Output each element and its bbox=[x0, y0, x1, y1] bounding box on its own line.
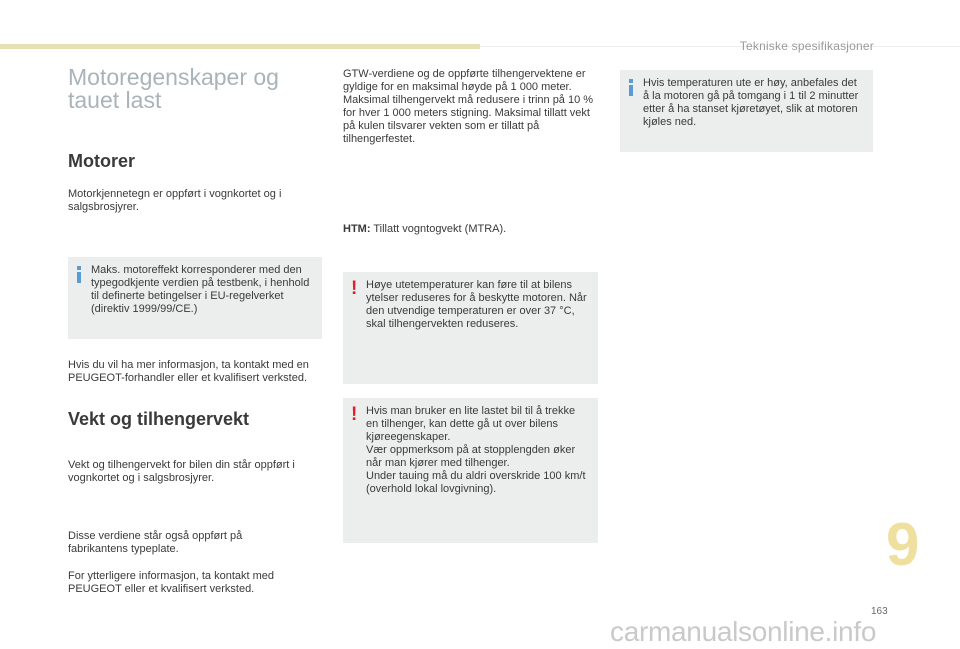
info-box-text: Maks. motoreffekt korresponderer med den typegodkjente verdien på testbenk, i henhold til definerte betingelser i EU-regelverket (direktiv 1999/99/CE.) bbox=[91, 264, 310, 315]
warning-line-2: Vær oppmerksom på at stopplengden øker når man kjører med tilhenger. bbox=[366, 444, 576, 469]
warning-line-3: Under tauing må du aldri overskride 100 km/t (overhold lokal lovgivning). bbox=[366, 470, 586, 495]
gtw-paragraph: GTW-verdiene og de oppførte tilhengervektene er gyldige for en maksimal høyde på 1 000 meter. Maksimal tilhengervekt må redusere i trinn på 10 % for hver 1 000 meters stigning. Maksimal tillatt vekt på kulen tilsvarer vekten som er tillatt på tilhengerfestet. bbox=[343, 68, 594, 145]
warning-box-towing-text bbox=[366, 405, 590, 496]
page-number: 163 bbox=[871, 606, 888, 617]
info-icon bbox=[77, 266, 81, 283]
heading-vekt: Vekt og tilhengervekt bbox=[68, 409, 250, 429]
top-rule-line bbox=[480, 46, 960, 47]
vekt-paragraph-2: Disse verdiene står også oppført på fabrikantens typeplate. bbox=[68, 530, 243, 555]
watermark: carmanualsonline.info bbox=[610, 616, 877, 647]
info-box-idle-text: Hvis temperaturen ute er høy, anbefales det å la motoren gå på tomgang i 1 til 2 minutter etter å ha stanset kjøretøyet, slik at motoren kjøles ned. bbox=[643, 77, 859, 128]
vekt-paragraph-3: For ytterligere informasjon, ta kontakt med PEUGEOT eller et kvalifisert verksted. bbox=[68, 570, 275, 595]
warning-box-temperature bbox=[343, 272, 598, 384]
htm-paragraph bbox=[343, 223, 601, 236]
info-box-motor-power bbox=[68, 257, 322, 339]
htm-text: Tillatt vogntogvekt (MTRA). bbox=[370, 223, 507, 235]
top-rule-accent bbox=[0, 44, 480, 49]
warning-line-1: Hvis man bruker en lite lastet bil til å trekke en tilhenger, kan dette gå ut over bilens kjøreegenskaper. bbox=[366, 405, 576, 443]
chapter-number: 9 bbox=[886, 511, 920, 578]
vekt-paragraph-1: Vekt og tilhengervekt for bilen din står oppført i vognkortet og i salgsbrosjyrer. bbox=[68, 459, 295, 484]
info-box-idle bbox=[620, 70, 873, 152]
htm-label: HTM: bbox=[343, 223, 371, 235]
page-title: Motoregenskaper og tauet last bbox=[68, 64, 279, 113]
warning-box-towing bbox=[343, 398, 598, 543]
motorer-paragraph-1: Motorkjennetegn er oppført i vognkortet og i salgsbrosjyrer. bbox=[68, 188, 282, 213]
motorer-paragraph-2: Hvis du vil ha mer informasjon, ta kontakt med en PEUGEOT-forhandler eller et kvalifisert verksted. bbox=[68, 359, 309, 384]
warning-icon: ! bbox=[351, 404, 358, 425]
warning-box-text: Høye utetemperaturer kan føre til at bilens ytelser reduseres for å beskytte motoren. Når den utvendige temperaturen er over 37 °C, skal tilhengervekten reduseres. bbox=[366, 279, 587, 330]
warning-icon: ! bbox=[351, 278, 358, 299]
heading-motorer: Motorer bbox=[68, 151, 135, 171]
info-icon bbox=[629, 79, 633, 96]
section-header: Tekniske spesifikasjoner bbox=[739, 39, 874, 53]
